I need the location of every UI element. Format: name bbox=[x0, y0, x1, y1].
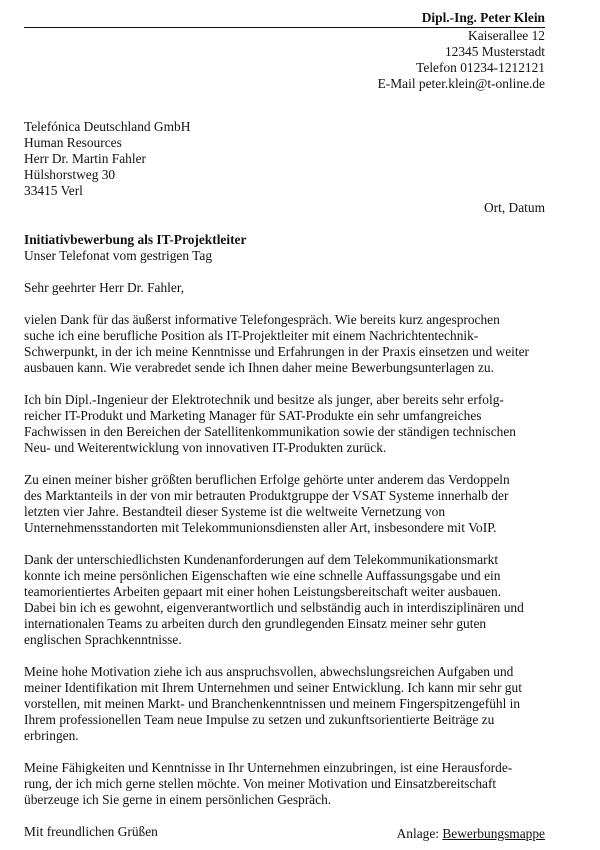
body-paragraph bbox=[24, 392, 545, 456]
subject-title: Initiativbewerbung als IT-Projektleiter bbox=[24, 232, 247, 247]
recipient-department: Human Resources bbox=[24, 135, 122, 150]
recipient-address-block bbox=[24, 119, 545, 199]
paragraph-line: internationalen Teams zu arbeiten durch den grundlegenden Einsatz meiner sehr guten bbox=[24, 616, 487, 631]
sender-name: Dipl.-Ing. Peter Klein bbox=[24, 10, 545, 28]
paragraph-line: vielen Dank für das äußerst informative Telefongespräch. Wie bereits kurz angesprochen bbox=[24, 312, 500, 327]
paragraph-line: Zu einen meiner bisher größten beruflichen Erfolge gehörte unter anderem das Verdoppeln bbox=[24, 472, 510, 487]
letter-page bbox=[24, 10, 545, 840]
paragraph-line: suche ich eine berufliche Position als IT-Projektleiter mit einem Nachrichtentechnik- bbox=[24, 328, 479, 343]
body-paragraph bbox=[24, 472, 545, 536]
body-paragraph bbox=[24, 552, 545, 648]
paragraph-line: rung, der ich mich gerne stellen möchte. Von meiner Motivation und Einsatzbereitschaft bbox=[24, 776, 497, 791]
letter-date: Ort, Datum bbox=[484, 200, 545, 215]
paragraph-line: Ihrem professionellen Team neue Impulse zu setzen und zukunftsorientierte Beiträge zu bbox=[24, 712, 495, 727]
paragraph-line: Dank der unterschiedlichsten Kundenanforderungen auf dem Telekommunikationsmarkt bbox=[24, 552, 499, 567]
paragraph-line: englischen Sprachkenntnisse. bbox=[24, 632, 182, 647]
recipient-city: 33415 Verl bbox=[24, 183, 83, 198]
sender-city: 12345 Musterstadt bbox=[444, 44, 545, 59]
body-paragraph bbox=[24, 312, 545, 376]
paragraph-line: vorstellen, mit meinen Markt- und Branchenkenntnissen und meinem Fingerspitzengefühl in bbox=[24, 696, 521, 711]
paragraph-line: reicher IT-Produkt und Marketing Manager für SAT-Produkte ein sehr umfangreiches bbox=[24, 408, 482, 423]
sender-phone: Telefon 01234-1212121 bbox=[416, 60, 545, 75]
paragraph-line: konnte ich meine persönlichen Eigenschaften wie eine schnelle Auffassungsgabe und ein bbox=[24, 568, 501, 583]
attachment-line bbox=[397, 826, 545, 842]
paragraph-line: Meine Fähigkeiten und Kenntnisse in Ihr Unternehmen einzubringen, ist eine Herausforde- bbox=[24, 760, 513, 775]
paragraph-line: Dabei bin ich es gewohnt, eigenverantwortlich und selbständig auch in interdisziplinären und bbox=[24, 600, 524, 615]
paragraph-line: teamorientiertes Arbeiten gepaart mit einer hohen Leistungsbereitschaft weiter ausbauen. bbox=[24, 584, 502, 599]
recipient-street: Hülshorstweg 30 bbox=[24, 167, 116, 182]
paragraph-line: Fachwissen in den Bereichen der Satellitenkommunikation sowie der ständigen technischen bbox=[24, 424, 516, 439]
salutation: Sehr geehrter Herr Dr. Fahler, bbox=[24, 280, 185, 295]
sender-address-block bbox=[24, 28, 545, 92]
paragraph-line: meiner Identifikation mit Ihrem Unternehmen und seiner Entwicklung. Ich kann mir sehr gut bbox=[24, 680, 522, 695]
sender-street: Kaiserallee 12 bbox=[468, 28, 545, 43]
paragraph-line: Neu- und Weiterentwicklung von innovativen IT-Produkten zurück. bbox=[24, 440, 387, 455]
paragraph-line: Meine hohe Motivation ziehe ich aus anspruchsvollen, abwechslungsreichen Aufgaben und bbox=[24, 664, 514, 679]
paragraph-line: erbringen. bbox=[24, 728, 79, 743]
paragraph-line: des Marktanteils in der von mir betrauten Produktgruppe der VSAT Systeme innerhalb der bbox=[24, 488, 509, 503]
closing: Mit freundlichen Grüßen bbox=[24, 824, 158, 839]
attachment-link[interactable]: Bewerbungsmappe bbox=[442, 826, 545, 841]
recipient-person: Herr Dr. Martin Fahler bbox=[24, 151, 146, 166]
subject-reference: Unser Telefonat vom gestrigen Tag bbox=[24, 248, 213, 263]
paragraph-line: überzeuge ich Sie gerne in einem persönlichen Gespräch. bbox=[24, 792, 332, 807]
body-paragraph bbox=[24, 760, 545, 808]
attachment-label: Anlage: bbox=[396, 826, 443, 841]
paragraph-line: Ich bin Dipl.-Ingenieur der Elektrotechnik und besitze als junger, aber bereits sehr erfolg- bbox=[24, 392, 504, 407]
body-paragraph bbox=[24, 664, 545, 744]
paragraph-line: Schwerpunkt, in der ich meine Kenntnisse und Erfahrungen in der Praxis einsetzen und weiter bbox=[24, 344, 529, 359]
paragraph-line: ausbauen kann. Wie verabredet sende ich Ihnen daher meine Bewerbungsunterlagen zu. bbox=[24, 360, 494, 375]
sender-email: E-Mail peter.klein@t-online.de bbox=[377, 76, 545, 91]
letter-body bbox=[24, 312, 545, 808]
recipient-company: Telefónica Deutschland GmbH bbox=[24, 119, 191, 134]
subject-block bbox=[24, 232, 545, 264]
paragraph-line: letzten vier Jahre. Bestandteil dieser Systeme ist die weltweite Vernetzung von bbox=[24, 504, 446, 519]
paragraph-line: Unternehmensstandorten mit Telekommunionsdiensten aller Art, insbesondere mit VoIP. bbox=[24, 520, 497, 535]
